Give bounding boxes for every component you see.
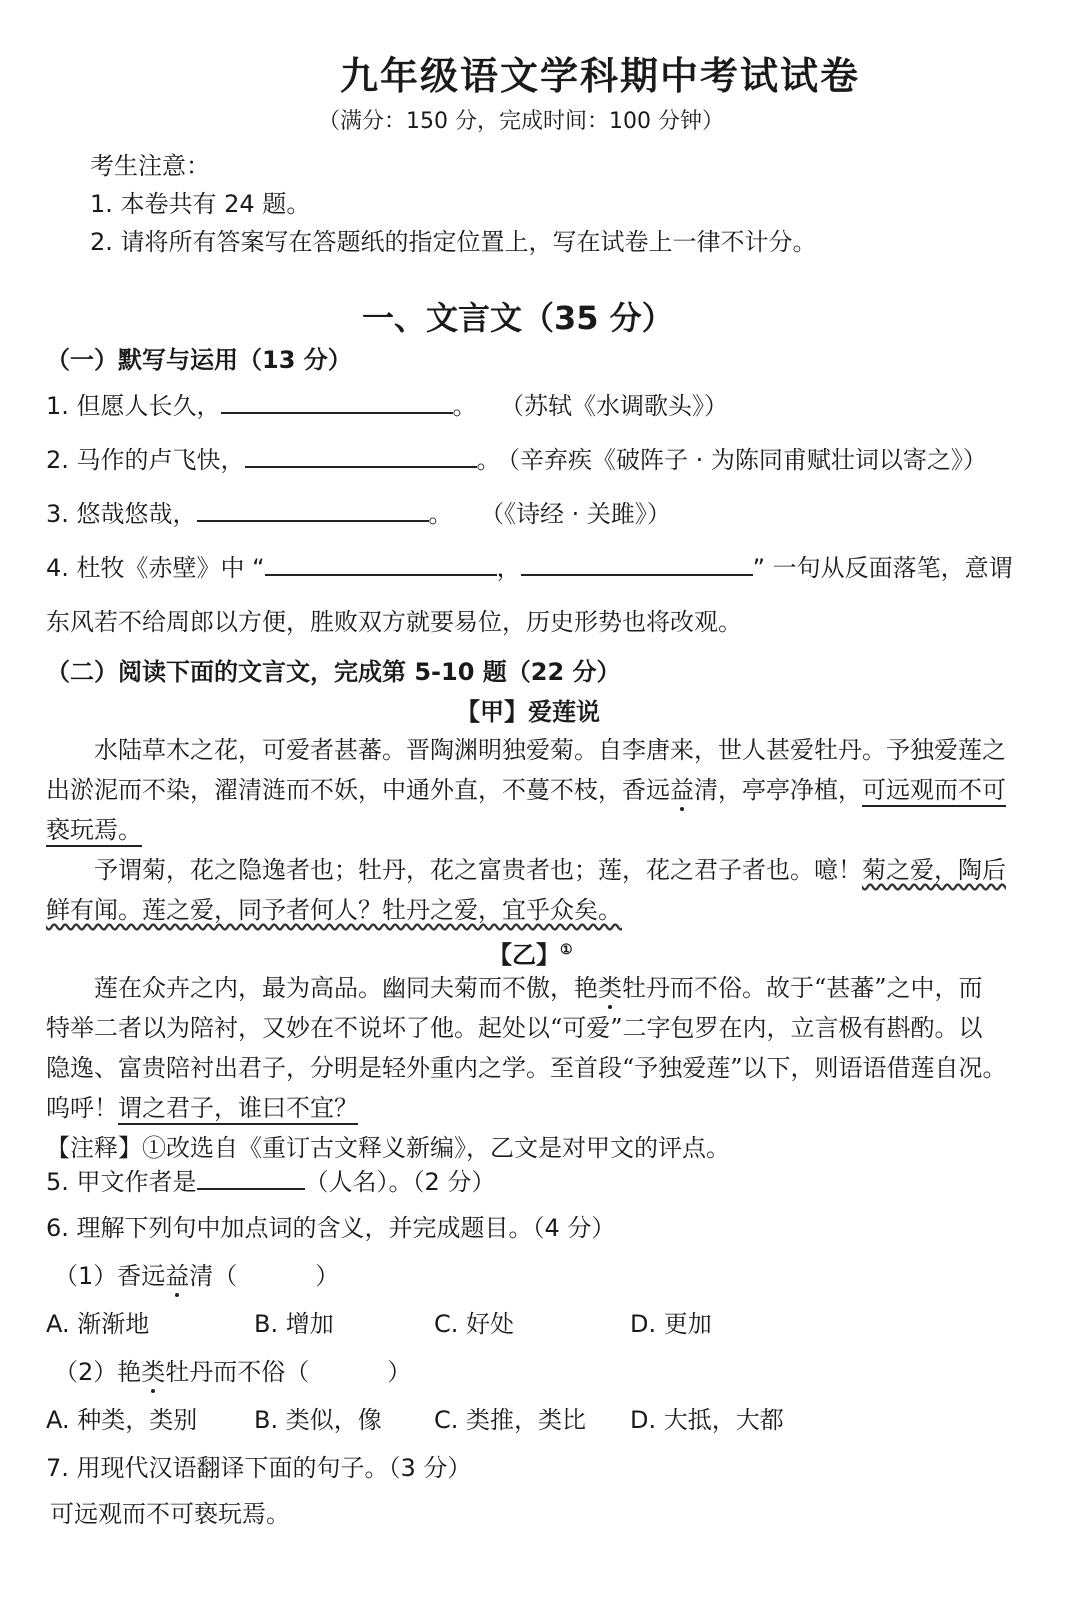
- q2-text: 2. 马作的卢飞快，: [46, 446, 245, 474]
- q3-text: 3. 悠哉悠哉，: [46, 500, 197, 528]
- jia-p1-line2: [46, 774, 1006, 806]
- q2-source: （辛弃疾《破阵子 · 为陈同甫赋壮词以寄之》）: [496, 446, 987, 474]
- question-5: [46, 1166, 495, 1198]
- question-1: [46, 390, 477, 422]
- yi-line2: 特举二者以为陪衬，又妙在不说坏了他。起处以“可爱”二字包罗在内，立言极有斟酌。以: [46, 1014, 983, 1042]
- q6-2-option-c[interactable]: C. 类推，类比: [434, 1406, 587, 1434]
- passage-jia-title: 【甲】爱莲说: [456, 697, 600, 726]
- passage-yi-title: [488, 934, 573, 971]
- exam-subtitle: （满分：150 分，完成时间：100 分钟）: [318, 109, 724, 134]
- q3-answer-blank[interactable]: [197, 498, 429, 522]
- question-4: [46, 552, 1013, 584]
- q4-answer-blank-2[interactable]: [521, 552, 753, 576]
- notice-item-1: 1. 本卷共有 24 题。: [90, 190, 311, 218]
- jia-p2-line1: [94, 854, 1006, 886]
- q6-sub2-text: （2）艳: [54, 1358, 142, 1386]
- yi-line1: [94, 972, 983, 1004]
- q6-1-option-a[interactable]: A. 渐渐地: [46, 1310, 150, 1338]
- question-3: [46, 498, 453, 530]
- underlined-sentence: 可远观而不可: [862, 776, 1006, 807]
- q1-answer-blank[interactable]: [221, 390, 453, 414]
- q4-prefix: 4. 杜牧《赤壁》中 “: [46, 554, 265, 582]
- emphasis-dot-yi-q6: 益: [165, 1262, 190, 1290]
- q6-1-option-c[interactable]: C. 好处: [434, 1310, 515, 1338]
- footnote-mark: ①: [560, 942, 573, 958]
- q1-end: 。: [452, 392, 477, 420]
- underlined-sentence-yi: 谓之君子，谁曰不宜？: [118, 1094, 358, 1125]
- yi-title-text: 【乙】: [488, 940, 560, 969]
- q5-end: （人名）。（2 分）: [304, 1168, 496, 1196]
- q6-sub1-text: （1）香远: [54, 1262, 166, 1290]
- question-2: [46, 444, 501, 476]
- q6-2-option-a[interactable]: A. 种类，类别: [46, 1406, 198, 1434]
- q6-sub2: [54, 1356, 411, 1388]
- q6-2-option-b[interactable]: B. 类似，像: [254, 1406, 382, 1434]
- q6-1-option-b[interactable]: B. 增加: [254, 1310, 334, 1338]
- emphasis-dot-lei-q6: 类: [141, 1358, 166, 1386]
- q4-suffix: ” 一句从反面落笔，意谓: [752, 554, 1013, 582]
- emphasis-dot-lei: 类: [598, 974, 622, 1002]
- q6-1-option-d[interactable]: D. 更加: [630, 1310, 712, 1338]
- q3-source: （《诗经 · 关雎》）: [480, 500, 671, 528]
- jia-p1-text: 出淤泥而不染，濯清涟而不妖，中通外直，不蔓不枝，香远: [46, 776, 670, 804]
- q6-2-option-d[interactable]: D. 大抵，大都: [630, 1406, 784, 1434]
- q6-sub1-text-b: 清（: [189, 1262, 238, 1290]
- yi-line1-text: 莲在众卉之内，最为高品。幽同夫菊而不傲，艳: [94, 974, 598, 1002]
- yi-line1-text-b: 牡丹而不俗。故于“甚蕃”之中，而: [622, 974, 983, 1002]
- q6-sub1-close: ）: [315, 1262, 340, 1290]
- exam-title: 九年级语文学科期中考试试卷: [340, 54, 861, 98]
- q4-answer-blank-1[interactable]: [265, 552, 497, 576]
- underlined-sentence-end: 亵玩焉。: [46, 816, 142, 847]
- yi-line4-text: 呜呼！: [46, 1094, 118, 1122]
- wavy-underlined-text-end: 鲜有闻。莲之爱，同予者何人？牡丹之爱，宜乎众矣。: [46, 896, 622, 924]
- q6-sub1: [54, 1260, 339, 1292]
- q4-comma: ，: [496, 554, 521, 582]
- part1-title: （一）默写与运用（13 分）: [46, 346, 352, 374]
- q6-sub2-close: ）: [387, 1358, 412, 1386]
- q2-answer-blank[interactable]: [245, 444, 477, 468]
- q1-text: 1. 但愿人长久，: [46, 392, 221, 420]
- section-title: 一、文言文（35 分）: [362, 299, 674, 337]
- jia-p1-line3: [46, 814, 142, 846]
- wavy-underlined-text: 菊之爱，陶后: [862, 856, 1006, 884]
- q1-source: （苏轼《水调歌头》）: [500, 392, 728, 420]
- notice-item-2: 2. 请将所有答案写在答题纸的指定位置上，写在试卷上一律不计分。: [90, 228, 817, 256]
- jia-p1-line1: 水陆草木之花，可爱者甚蕃。晋陶渊明独爱菊。自李唐来，世人甚爱牡丹。予独爱莲之: [94, 736, 1006, 764]
- q3-end: 。: [428, 500, 453, 528]
- jia-p1-text-b: 清，亭亭净植，: [694, 776, 862, 804]
- question-4-line2: 东风若不给周郎以方便，胜败双方就要易位，历史形势也将改观。: [46, 608, 742, 636]
- jia-p2-line2: [46, 894, 622, 926]
- emphasis-dot-yi: 益: [670, 776, 694, 804]
- q5-answer-blank[interactable]: [197, 1166, 305, 1190]
- q6-sub2-text-b: 牡丹而不俗（: [165, 1358, 310, 1386]
- q2-end: 。: [476, 446, 501, 474]
- question-7: 7. 用现代汉语翻译下面的句子。（3 分）: [46, 1454, 472, 1482]
- question-6: 6. 理解下列句中加点词的含义，并完成题目。（4 分）: [46, 1214, 616, 1242]
- q5-text: 5. 甲文作者是: [46, 1168, 197, 1196]
- jia-p2-text: 予谓菊，花之隐逸者也；牡丹，花之富贵者也；莲，花之君子者也。噫！: [94, 856, 862, 884]
- yi-line3: 隐逸、富贵陪衬出君子，分明是轻外重内之学。至首段“予独爱莲”以下，则语语借莲自况。: [46, 1054, 1007, 1082]
- annotation: 【注释】①改选自《重订古文释义新编》，乙文是对甲文的评点。: [46, 1134, 730, 1162]
- part2-title: （二）阅读下面的文言文，完成第 5-10 题（22 分）: [46, 658, 621, 686]
- notice-heading: 考生注意：: [90, 152, 210, 180]
- yi-line4: [46, 1092, 358, 1124]
- q7-sentence: 可远观而不可亵玩焉。: [50, 1500, 290, 1528]
